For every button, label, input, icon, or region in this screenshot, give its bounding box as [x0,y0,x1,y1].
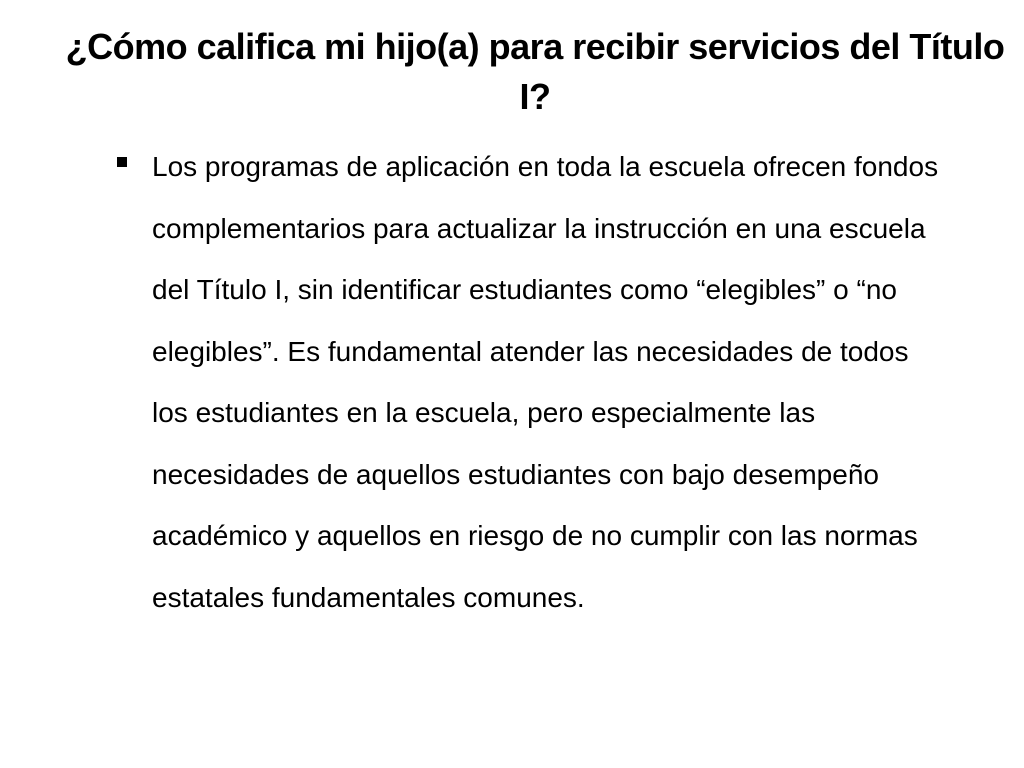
bullet-text: Los programas de aplicación en toda la escuela ofrecen fondos complementarios para actualizar la instrucción en una escuela del Título I, sin identificar estudiantes como “elegibles” o “no elegibles”. Es fundamental atender las necesidades de todos los estudiantes en la escuela, pero especialmente las necesidades de aquellos estudiantes con bajo desempeño académico y aquellos en riesgo de no cumplir con las normas estatales fundamentales comunes. [152,151,939,613]
square-bullet-icon [117,157,127,167]
bullet-item [112,136,972,628]
bullet-list [112,136,972,628]
slide-title: ¿Cómo califica mi hijo(a) para recibir servicios del Título I? [65,26,1005,117]
